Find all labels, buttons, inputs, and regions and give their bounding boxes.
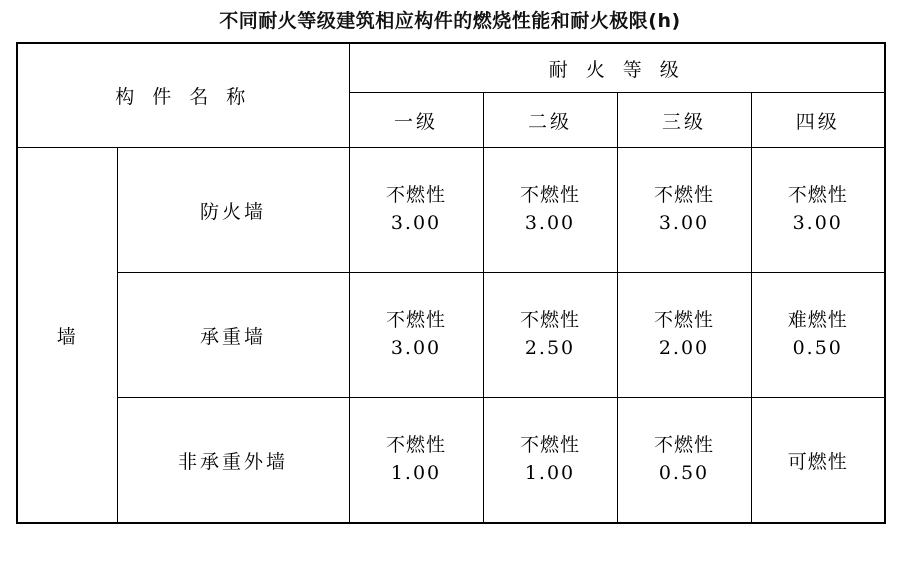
- table-row: [17, 273, 885, 398]
- header-level-3: 三级: [617, 93, 751, 148]
- cell-loadbearing-level4: [751, 273, 885, 398]
- cell-limit: 3.00: [390, 337, 442, 359]
- cell-material: 不燃性: [519, 184, 580, 207]
- cell-material: 不燃性: [385, 309, 446, 332]
- cell-nonloadbearing-level1: [349, 398, 483, 524]
- table-row: [17, 398, 885, 524]
- header-level-1: 一级: [349, 93, 483, 148]
- cell-limit: 0.50: [792, 337, 843, 359]
- cell-limit: 1.00: [524, 462, 576, 484]
- cell-limit: 3.00: [658, 212, 710, 234]
- cell-material: 不燃性: [653, 309, 714, 332]
- cell-material: 不燃性: [385, 434, 446, 457]
- cell-limit: 3.00: [524, 212, 576, 234]
- table-row: [17, 148, 885, 273]
- fire-resistance-table: [16, 42, 886, 524]
- cell-firewall-level1: [349, 148, 483, 273]
- cell-loadbearing-level1: [349, 273, 483, 398]
- cell-nonloadbearing-level3: [617, 398, 751, 524]
- cell-limit: 2.00: [658, 337, 710, 359]
- cell-limit: 0.50: [658, 462, 710, 484]
- cell-nonloadbearing-level4: 可燃性: [751, 398, 885, 524]
- table-container: [0, 42, 900, 524]
- row-label-nonloadbearing-exterior-wall: 非承重外墙: [117, 398, 349, 524]
- cell-limit: 2.50: [524, 337, 576, 359]
- header-component-name: 构 件 名 称: [17, 43, 349, 148]
- page-title: 不同耐火等级建筑相应构件的燃烧性能和耐火极限(h): [219, 10, 681, 32]
- cell-limit: 1.00: [390, 462, 442, 484]
- cell-material: 不燃性: [787, 184, 848, 207]
- cell-limit: 3.00: [792, 212, 843, 234]
- cell-material: 不燃性: [519, 434, 580, 457]
- row-label-loadbearing-wall: 承重墙: [117, 273, 349, 398]
- cell-material: 不燃性: [519, 309, 580, 332]
- cell-nonloadbearing-level2: [483, 398, 617, 524]
- cell-material: 难燃性: [787, 309, 848, 332]
- cell-loadbearing-level3: [617, 273, 751, 398]
- cell-limit: 3.00: [390, 212, 442, 234]
- header-fire-rating-group: 耐 火 等 级: [349, 43, 885, 93]
- header-level-4: 四级: [751, 93, 885, 148]
- cell-firewall-level2: [483, 148, 617, 273]
- cell-loadbearing-level2: [483, 273, 617, 398]
- cell-material: 不燃性: [653, 434, 714, 457]
- cell-firewall-level3: [617, 148, 751, 273]
- cell-firewall-level4: [751, 148, 885, 273]
- row-group-label-wall: 墙: [17, 148, 117, 524]
- header-level-2: 二级: [483, 93, 617, 148]
- cell-material: 不燃性: [385, 184, 446, 207]
- row-label-firewall: 防火墙: [117, 148, 349, 273]
- cell-material: 不燃性: [653, 184, 714, 207]
- table-header-row-1: [17, 43, 885, 93]
